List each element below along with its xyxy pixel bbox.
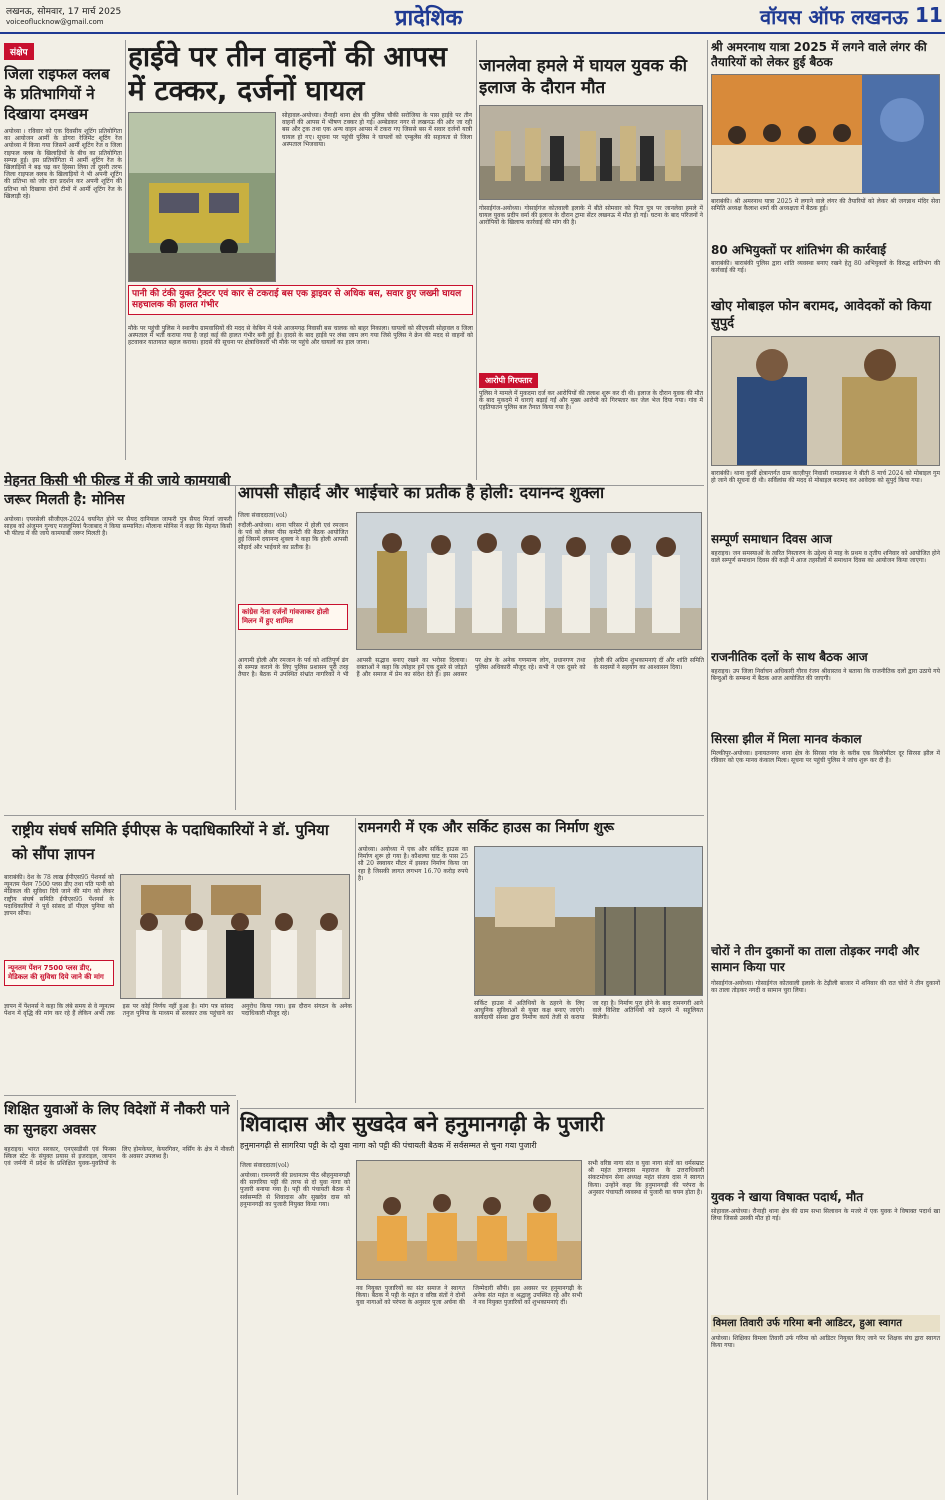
shikshit-body: बहराइच। भारत सरकार, एनएसडीसी एवं फिक्स स्किल स्टेट के संयुक्त प्रयास से इजराइल, जापान एवं जर्मनी में प्रदेश के प्रशिक्षित युवक-युवतियों के लिए होमकेयर, केयरगिवर, नर्सिंग के क्षेत्र में नौकरी के अवसर उपलब्ध हैं। — [4, 1146, 234, 1168]
janleva-story — [479, 55, 704, 480]
holi-body-more: आगामी होली और रमजान के पर्व को शांतिपूर्ण ढंग से सम्पन्न कराने के लिए पुलिस प्रशासन पूरी तरह तैयार है। बैठक में उपस्थित संभ्रांत नागरिकों ने भी आपसी सद्भाव बनाए रखने का भरोसा दिलाया। वक्ताओं ने कहा कि त्योहार हमें एक दूसरे से जोड़ते हैं और समाज में प्रेम का संदेश देते हैं। इस अवसर पर क्षेत्र के अनेक गणमान्य लोग, प्रधानगण तथा पुलिस अधिकारी मौजूद रहे। सभी ने एक दूसरे को होली की अग्रिम शुभकामनाएं दीं और शांति समिति के सदस्यों ने सहयोग का आश्वासन दिया। — [238, 657, 704, 679]
sankshep-body: अयोध्या । रविवार को एक दिवसीय शूटिंग प्रतियोगिता का आयोजन आर्मी के डोगरा रेजिमेंट शूटिंग रेंज अयोध्या में किया गया जिसमें आर्मी शूटिंग रेंज व जिला राइफल क्लब के खिलाड़ियों के बीच का प्रतियोगिता सम्पन्न हुई। इस प्रतियोगिता में आर्मी शूटिंग रेंज के खिलाड़ियों ने बढ़ चढ़ कर हिस्सा लिया तो दूसरी तरफ जिला राइफल क्लब के खिलाड़ियों ने भी अपनी शूटिंग की प्रतिभा को जोर दार प्रदर्शन कर अपनी शूटिंग की प्रतिभा को दिखाया दोनों टीमों में आर्मी शूटिंग रेंज के खिलाड़ी रहे। — [4, 128, 122, 200]
vimla-title: विमला तिवारी उर्फ गरिमा बनी आडिटर, हुआ स्वागत — [711, 1315, 940, 1332]
pujari-body-mid: नव नियुक्त पुजारियों का संत समाज ने स्वागत किया। बैठक में पट्टी के महंत व वरिष्ठ संतों ने दोनों युवा नागाओं को परंपरा के अनुसार पूजा अर्चना की जिम्मेदारी सौंपी। इस अवसर पर हनुमानगढ़ी के अनेक संत महंत व श्रद्धालु उपस्थित रहे और सभी ने नव नियुक्त पुजारियों को शुभकामनाएं दीं। — [356, 1285, 582, 1307]
masthead — [0, 0, 945, 34]
jheel-body: मिल्कीपुर-अयोध्या। इनायतनगर थाना क्षेत्र के सिरसा गांव के करीब एक किलोमीटर दूर सिरसा झील में रविवार को एक मानव कंकाल मिला। सूचना पर पहुंची पुलिस ने जांच शुरू कर दी है। — [711, 750, 940, 765]
pujari-story — [240, 1110, 704, 1498]
mobile-body: बाराबंकी। थाना कुर्सी क्षेत्रान्तर्गत ग्राम काज़ीपुर निवासी रामप्रकाश ने बीती 8 मार्च 2024 को मोबाइल गुम हो जाने की सूचना दी थी। सर्विलांस की मदद से मोबाइल बरामद कर आवेदक को सुपुर्द किया गया। — [711, 470, 940, 485]
sankshep-title: जिला राइफल क्लब के प्रतिभागियों ने दिखाया दमखम — [4, 65, 110, 123]
holi-story — [238, 482, 704, 812]
choron-body: गोसाईगंज-अयोध्या। गोसाईगंज कोतवाली इलाके के टेढ़ीली बाजार में शनिवार की रात चोरों ने तीन दुकानों का ताला तोड़कर नगदी व सामान चुरा लिया। — [711, 980, 940, 995]
yuvak-title: युवक ने खाया विषाक्त पदार्थ, मौत — [711, 1190, 864, 1204]
eps-title: राष्ट्रीय संघर्ष समिति ईपीएस के पदाधिकारियों ने डॉ. पुनिया को सौंपा ज्ञापन — [12, 821, 329, 863]
highway-inset — [128, 285, 473, 315]
eps-body-more: ज्ञापन में पेंशनर्स ने कहा कि लंबे समय से वे न्यूनतम पेंशन में वृद्धि की मांग कर रहे हैं लेकिन अभी तक इस पर कोई निर्णय नहीं हुआ है। मांग पत्र सांसद तनुज पुनिया के माध्यम से सरकार तक पहुंचाने का अनुरोध किया गया। इस दौरान संगठन के अनेक पदाधिकारी मौजूद रहे। — [4, 1003, 352, 1018]
holi-title: आपसी सौहार्द और भाईचारे का प्रतीक है होली: दयानन्द शुक्ला — [238, 483, 605, 502]
circuit-photo — [474, 846, 703, 996]
divider — [4, 815, 704, 816]
mobile-photo — [711, 336, 940, 466]
paper-name: वॉयस ऑफ लखनऊ — [760, 5, 908, 29]
janleva-body-more: पुलिस ने मामले में मुकदमा दर्ज कर आरोपियों की तलाश शुरू कर दी थी। इलाज के दौरान युवक की मौत के बाद मुकदमे में धाराएं बढ़ाई गईं और मुख्य आरोपी को गिरफ्तार कर जेल भेज दिया गया। गांव में एहतियातन पुलिस बल तैनात किया गया है। — [479, 390, 703, 412]
circuit-body-more: सर्किट हाउस में अतिथियों के ठहरने के लिए आधुनिक सुविधाओं से युक्त कक्ष बनाए जाएंगे। कार्यदायी संस्था द्वारा निर्माण कार्य तेजी से कराया जा रहा है। निर्माण पूरा होने के बाद रामनगरी आने वाले विशिष्ट अतिथियों को ठहरने में सहूलियत मिलेगी। — [474, 1000, 703, 1022]
pujari-photo — [356, 1160, 582, 1280]
holi-byline: जिला संवाददाता(vol) — [238, 512, 287, 519]
amarnath-title: श्री अमरनाथ यात्रा 2025 में लगने वाले लंगर की तैयारियों को लेकर हुई बैठक — [711, 40, 927, 69]
samadhan-title: सम्पूर्ण समाधान दिवस आज — [711, 532, 832, 546]
shikshit-title: शिक्षित युवाओं के लिए विदेशों में नौकरी पाने का सुनहरा अवसर — [4, 1102, 230, 1138]
holi-inset — [238, 604, 348, 630]
highway-body-more: मौके पर पहुंची पुलिस ने स्थानीय ग्रामवासियों की मदद से केबिन में फंसे आजमगढ़ निवासी बस चालक को बाहर निकाला। घायलों को सीएचसी सोहावल व जिला अस्पताल में भर्ती कराया गया है जहां कई की हालत गंभीर बनी हुई है। हादसे के बाद हाईवे पर लंबा जाम लग गया जिसे पुलिस ने क्रेन की मदद से वाहनों को हटवाकर यातायात बहाल कराया। हादसे की सूचना पर क्षेत्राधिकारी भी मौके पर पहुंचे और घायलों का हाल जाना। — [128, 325, 473, 347]
highway-inset-text: पानी की टंकी युक्त ट्रैक्टर एवं कार से टकराई बस एक ड्राइवर से अधिक बस, सवार हुए जख्मी घायल सहचालक की हालत गंभीर — [132, 289, 462, 310]
divider — [476, 40, 477, 480]
choron-title: चोरों ने तीन दुकानों का ताला तोड़कर नगदी और सामान किया पार — [711, 944, 919, 974]
divider — [125, 40, 126, 460]
pujari-byline: जिला संवाददाता(vol) — [240, 1162, 289, 1169]
divider — [707, 40, 708, 1500]
divider — [237, 1100, 238, 1495]
highway-body: सोहावल-अयोध्या। रौनाही थाना क्षेत्र की पुलिस चौकी सरोजिया के पास हाईवे पर तीन वाहनों की आपस में भीषण टक्कर हो गई। अम्बेडकर नगर से लखनऊ की ओर जा रही बस और ट्रक तथा एक अन्य वाहन आपस में टकरा गए जिससे बस में सवार दर्जनों यात्री घायल हो गए। सूचना पर पहुंची पुलिस ने घायलों को एम्बुलेंस की सहायता से जिला अस्पताल भिजवाया। — [282, 112, 472, 148]
jheel-title: सिरसा झील में मिला मानव कंकाल — [711, 732, 862, 746]
abhiyukt-title: 80 अभियुक्तों पर शांतिभंग की कार्रवाई — [711, 243, 887, 257]
janleva-inset: आरोपी गिरफ्तार — [479, 373, 538, 388]
rajnitik-title: राजनीतिक दलों के साथ बैठक आज — [711, 650, 868, 664]
pujari-title: शिवादास और सुखदेव बने हनुमानगढ़ी के पुजारी — [240, 1112, 605, 1136]
mehnat-story — [4, 470, 232, 810]
mobile-title: खोए मोबाइल फोन बरामद, आवेदकों को किया सुपुर्द — [711, 299, 932, 331]
amarnath-body: बाराबंकी। श्री अमरनाथ यात्रा 2025 में लगाने वाले लंगर की तैयारियों को लेकर श्री जगन्नाथ मंदिर सेवा समिति अध्यक्ष कैलाश शर्मा की अध्यक्षता में बैठक हुई। — [711, 198, 940, 213]
page-number: 11 — [915, 3, 943, 27]
eps-body: बाराबंकी। देश के 78 लाख ईपीएस95 पेंशनर्स को न्यूनतम पेंशन 7500 प्लस डीए तथा पति पत्नी को मेडिकल की सुविधा दिये जाने की मांग को लेकर राष्ट्रीय संघर्ष समिति ईपीएस95 पेंशनर्स के पदाधिकारियों ने पूर्व सांसद डॉ पीएल पुनिया को ज्ञापन सौंपा। — [4, 874, 114, 918]
eps-inset-text: न्यूनतम पेंशन 7500 प्लस डीए, मेडिकल की सुविधा दिये जाने की मांग — [8, 964, 104, 981]
pujari-body: अयोध्या। रामनगरी की प्रधानतम पीठ श्रीहनुमानगढ़ी की सागरिया पट्टी की तरफ से दो युवा नागा को पुजारी बनाया गया है। पट्टी की पंचायती बैठक में सर्वसम्मति से शिवादास और सुखदेव दास को हनुमानगढ़ी का पुजारी नियुक्त किया गया। — [240, 1172, 350, 1208]
samadhan-body: बहराइच। जन समस्याओं के त्वरित निस्तारण के उद्देश्य से माह के प्रथम व तृतीय शनिवार को आयोजित होने वाले सम्पूर्ण समाधान दिवस की कड़ी में आज तहसीलों में समाधान दिवस का आयोजन किया जाएगा। — [711, 550, 940, 565]
divider — [4, 1095, 236, 1096]
holi-photo — [356, 512, 702, 650]
janleva-body: गोसाईगंज-अयोध्या। गोसाईगंज कोतवाली इलाके में बीते सोमवार को पिता पुत्र पर जानलेवा हमले में घायल युवक प्रदीप वर्मा की इलाज के दौरान ट्रामा सेंटर लखनऊ में मौत हो गई। घटना के बाद परिजनों ने आरोपियों के खिलाफ कार्रवाई की मांग की है। — [479, 205, 703, 227]
mehnat-title: मेहनत किसी भी फील्ड में की जाये कामयाबी जरूर मिलती है: मोनिस — [4, 473, 231, 508]
highway-title: हाईवे पर तीन वाहनों की आपस में टक्कर, दर्जनों घायल — [128, 40, 447, 107]
holi-body: रुदौली-अयोध्या। थाना परिसर में होली एवं रमजान के पर्व को लेकर पीस कमेटी की बैठक आयोजित हुई जिसमें दयानन्द शुक्ला ने कहा कि होली आपसी सौहार्द और भाईचारे का प्रतीक है। — [238, 522, 348, 551]
yuvak-body: सोहावल-अयोध्या। रौनाही थाना क्षेत्र की ग्राम सभा सिलावन के मजरे में एक युवक ने विषाक्त पदार्थ खा लिया जिससे उसकी मौत हो गई। — [711, 1208, 940, 1223]
section-title: प्रादेशिक — [395, 6, 463, 31]
divider — [355, 818, 356, 1103]
sankshep-label: संक्षेप — [4, 43, 34, 60]
right-column — [711, 40, 941, 1500]
police-photo — [479, 105, 703, 200]
langar-photo — [711, 74, 940, 194]
circuit-body: अयोध्या। अयोध्या में एक और सर्किट हाउस का निर्माण शुरू हो गया है। कौशल्या घाट के पास 25 सौ 20 स्क्वायर मीटर में इसका निर्माण किया जा रहा है जिसकी लागत लगभग 16.70 करोड़ रुपये है। — [358, 846, 468, 882]
abhiyukt-body: बाराबंकी। बाराबंकी पुलिस द्वारा शांति व्यवस्था बनाए रखने हेतु 80 अभियुक्तों के विरुद्ध शांतिभंग की कार्रवाई की गई। — [711, 260, 940, 275]
rajnitik-body: बहराइच। उप जिला निर्वाचन अधिकारी गौरव रंजन श्रीवास्तव ने बताया कि राजनीतिक दलों द्वारा उठाये गये बिन्दुओं के सम्बन्ध में बैठक आज आयोजित की जाएगी। — [711, 668, 940, 683]
divider — [240, 1108, 704, 1109]
highway-story — [128, 40, 473, 485]
masthead-email: voiceoflucknow@gmail.com — [6, 18, 104, 26]
circuit-story — [358, 818, 704, 1108]
holi-inset-text: कांग्रेस नेता दर्जनों गांवजाकर होली मिलन में हुए शामिल — [242, 608, 329, 625]
sankshep-box — [4, 40, 122, 460]
eps-photo — [120, 874, 350, 999]
janleva-title: जानलेवा हमले में घायल युवक की इलाज के दौरान मौत — [479, 56, 687, 98]
pujari-subtitle: हनुमानगढ़ी से सागरिया पट्टी के दो युवा नागा को पट्टी की पंचायती बैठक में सर्वसम्मत से चुना गया पुजारी — [240, 1141, 537, 1150]
pujari-body-right: सभी वरिष्ठ नागा संत व युवा नागा संतों का धर्मसम्राट श्री महंत ज्ञानदास महाराज के उत्तराधिकारी संकटमोचन सेना अध्यक्ष महंत संजय दास ने स्वागत किया। उन्होंने कहा कि हनुमानगढ़ी की परंपरा के अनुसार पंचायती व्यवस्था से पुजारी का चयन होता है। — [588, 1160, 704, 1196]
circuit-title: रामनगरी में एक और सर्किट हाउस का निर्माण शुरू — [358, 820, 615, 836]
shikshit-story — [4, 1100, 234, 1495]
eps-inset — [4, 960, 114, 986]
vimla-body: अयोध्या। शिक्षिका विमला तिवारी उर्फ गरिमा को आडिटर नियुक्त किए जाने पर शिक्षक संघ द्वारा स्वागत किया गया। — [711, 1335, 940, 1350]
accident-photo — [128, 112, 276, 282]
mehnat-body: अयोध्या। एयरसेली सीजीएल-2024 चयनित होने पर सैयद दानियाल जाफरी पुत्र सैयद मिर्जा जाफरी साहब को अंजुमन गुन्चए मजलूमियां फैजाबाद ने किया सम्मानित। मौलाना मोनिस ने कहा कि मेहनत किसी भी फील्ड में की जाये कामयाबी जरूर मिलती है। — [4, 516, 232, 538]
divider — [235, 485, 236, 810]
masthead-date: लखनऊ, सोमवार, 17 मार्च 2025 — [6, 7, 122, 17]
